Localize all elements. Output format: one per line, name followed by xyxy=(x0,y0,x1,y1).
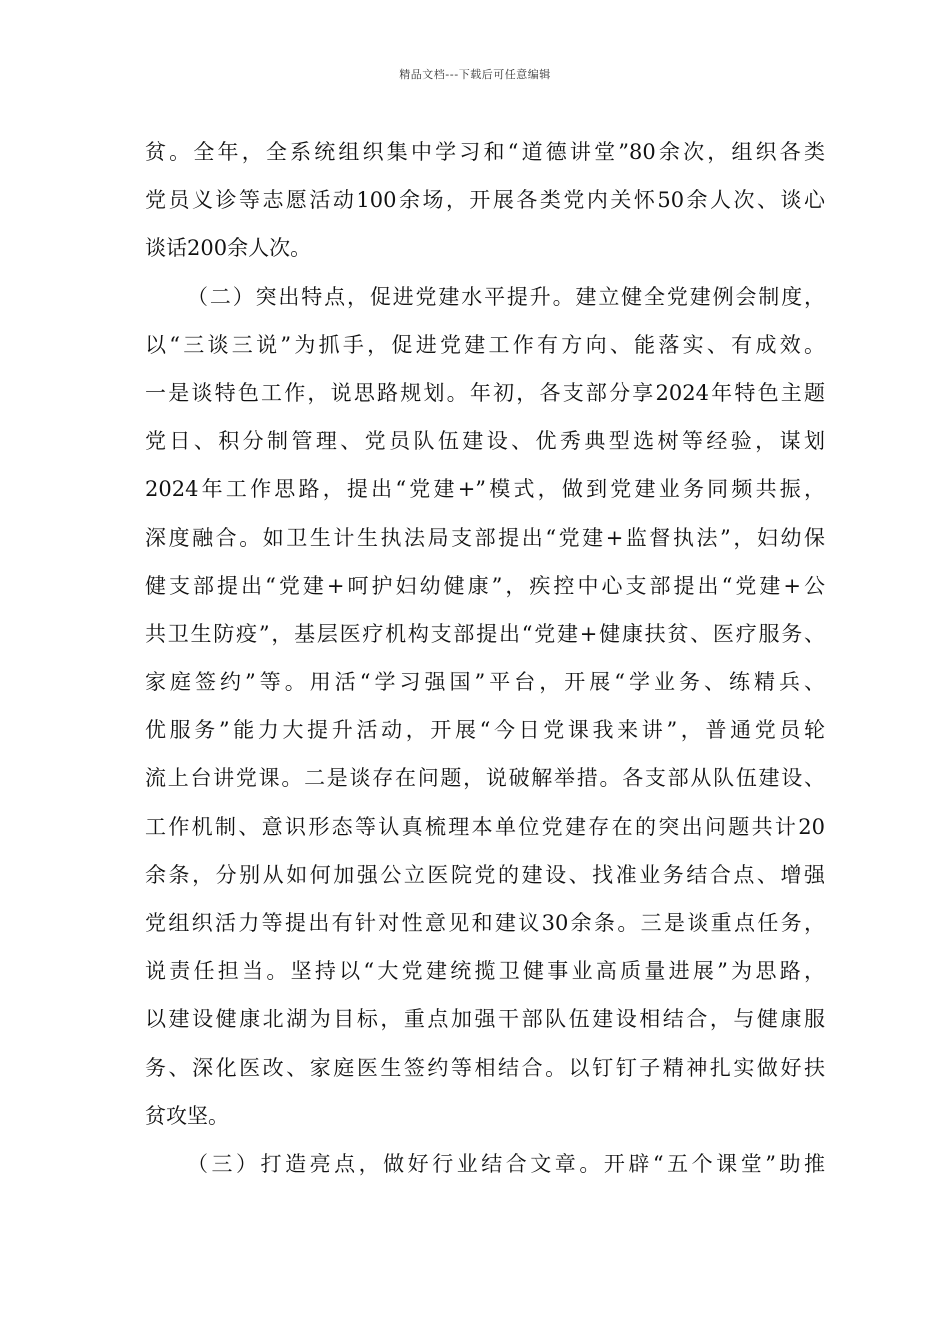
paragraph-start-line: （二）突出特点，促进党建水平提升。建立健全党建例会制度， xyxy=(187,284,825,309)
text-line: 深度融合。如卫生计生执法局支部提出“党建+监督执法”，妇幼保 xyxy=(145,525,825,550)
text-line: 以“三谈三说”为抓手，促进党建工作有方向、能落实、有成效。 xyxy=(145,332,825,357)
paragraph-start-line: （三）打造亮点，做好行业结合文章。开辟“五个课堂”助推 xyxy=(187,1151,825,1176)
page-header: 精品文档---下载后可任意编辑 xyxy=(399,68,551,81)
text-line: 谈话200余人次。 xyxy=(145,236,312,261)
text-line: 党组织活力等提出有针对性意见和建议30余条。三是谈重点任务， xyxy=(145,911,825,935)
text-line: 2024年工作思路，提出“党建+”模式，做到党建业务同频共振， xyxy=(145,477,825,502)
text-line: 党员义诊等志愿活动100余场，开展各类党内关怀50余人次、谈心 xyxy=(145,188,825,213)
text-line: 党日、积分制管理、党员队伍建设、优秀典型选树等经验，谋划 xyxy=(145,429,825,454)
text-line: 贫。全年，全系统组织集中学习和“道德讲堂”80余次，组织各类 xyxy=(145,140,825,164)
text-line: 健支部提出“党建+呵护妇幼健康”，疾控中心支部提出“党建+公 xyxy=(145,573,825,598)
body-text xyxy=(145,134,825,1194)
text-line: 余条，分别从如何加强公立医院党的建设、找准业务结合点、增强 xyxy=(145,862,825,887)
text-line: 共卫生防疫”，基层医疗机构支部提出“党建+健康扶贫、医疗服务、 xyxy=(145,621,825,646)
text-line: 贫攻坚。 xyxy=(145,1103,229,1128)
text-line: 流上台讲党课。二是谈存在问题，说破解举措。各支部从队伍建设、 xyxy=(145,766,825,791)
text-line: 务、深化医改、家庭医生签约等相结合。以钉钉子精神扎实做好扶 xyxy=(145,1055,825,1080)
text-line: 工作机制、意识形态等认真梳理本单位党建存在的突出问题共计20 xyxy=(145,814,825,839)
text-line: 优服务”能力大提升活动，开展“今日党课我来讲”，普通党员轮 xyxy=(145,718,825,743)
text-line: 一是谈特色工作，说思路规划。年初，各支部分享2024年特色主题 xyxy=(145,380,825,405)
text-line: 家庭签约”等。用活“学习强国”平台，开展“学业务、练精兵、 xyxy=(145,670,825,695)
text-line: 说责任担当。坚持以“大党建统揽卫健事业高质量进展”为思路， xyxy=(145,959,825,984)
text-line: 以建设健康北湖为目标，重点加强干部队伍建设相结合，与健康服 xyxy=(145,1007,825,1032)
